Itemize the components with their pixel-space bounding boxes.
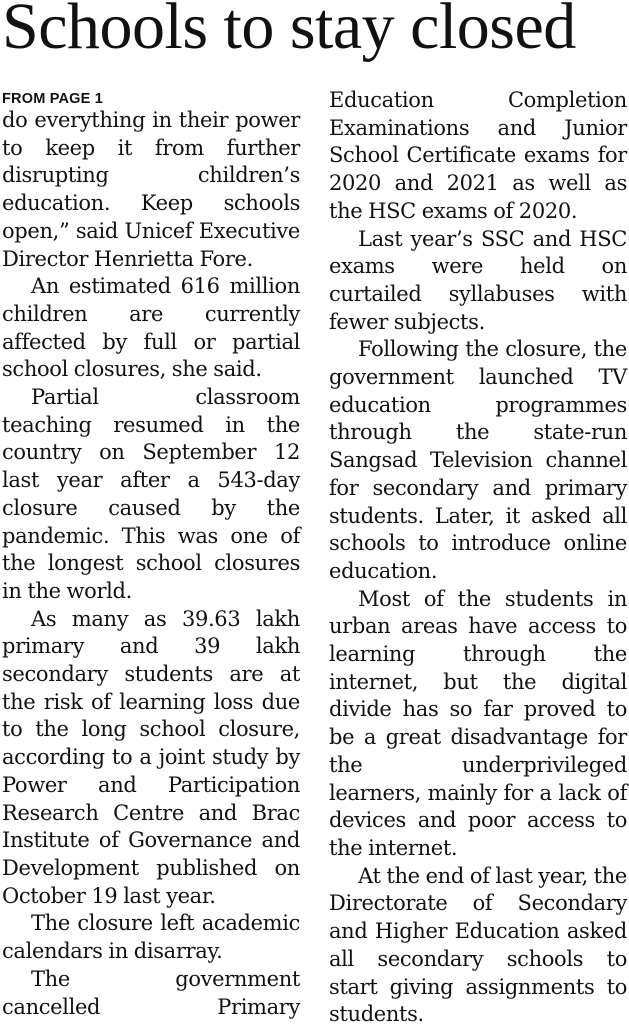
- article-column-right: [329, 87, 627, 1029]
- headline: Schools to stay closed: [2, 0, 576, 63]
- paragraph: Last year’s SSC and HSC exams were held on curtailed syllabuses with fewer subjects.: [329, 226, 627, 334]
- article-column-left: [2, 88, 300, 1021]
- paragraph: Most of the students in urban areas have access to learning through the internet, but the digital divide has so far proved to be a great disadvantage for the underprivileged learners, mainly for a lack of devices and poor access to the internet.: [329, 586, 627, 860]
- continuation-kicker: FROM PAGE 1: [2, 91, 104, 107]
- paragraph: An estimated 616 million children are currently affected by full or partial school closures, she said.: [2, 274, 300, 382]
- paragraph: Partial classroom teaching resumed in the country on September 12 last year after a 543-day closure caused by the pandemic. This was one of the longest school closures in the world.: [2, 385, 300, 603]
- paragraph: The closure left academic calendars in disarray.: [2, 911, 300, 964]
- paragraph: At the end of last year, the Directorate of Secondary and Higher Education asked all secondary schools to start giving assignments to students.: [329, 863, 627, 1027]
- paragraph: The government cancelled Primary: [2, 966, 300, 1019]
- paragraph: Education Completion Examinations and Junior School Certificate exams for 2020 and 2021 as well as the HSC exams of 2020.: [329, 88, 627, 223]
- paragraph: As many as 39.63 lakh primary and 39 lakh secondary students are at the risk of learning loss due to the long school closure, according to a joint study by Power and Participation Research Centre and Brac Institute of Governance and Development published on October 19 last year.: [2, 606, 300, 908]
- paragraph: do everything in their power to keep it from further disrupting children’s education. Keep schools open,” said Unicef Executive Director Henrietta Fore.: [2, 108, 300, 271]
- paragraph: Following the closure, the government launched TV education programmes through the state-run Sangsad Television channel for secondary and primary students. Later, it asked all schools to introduce online education.: [329, 337, 627, 583]
